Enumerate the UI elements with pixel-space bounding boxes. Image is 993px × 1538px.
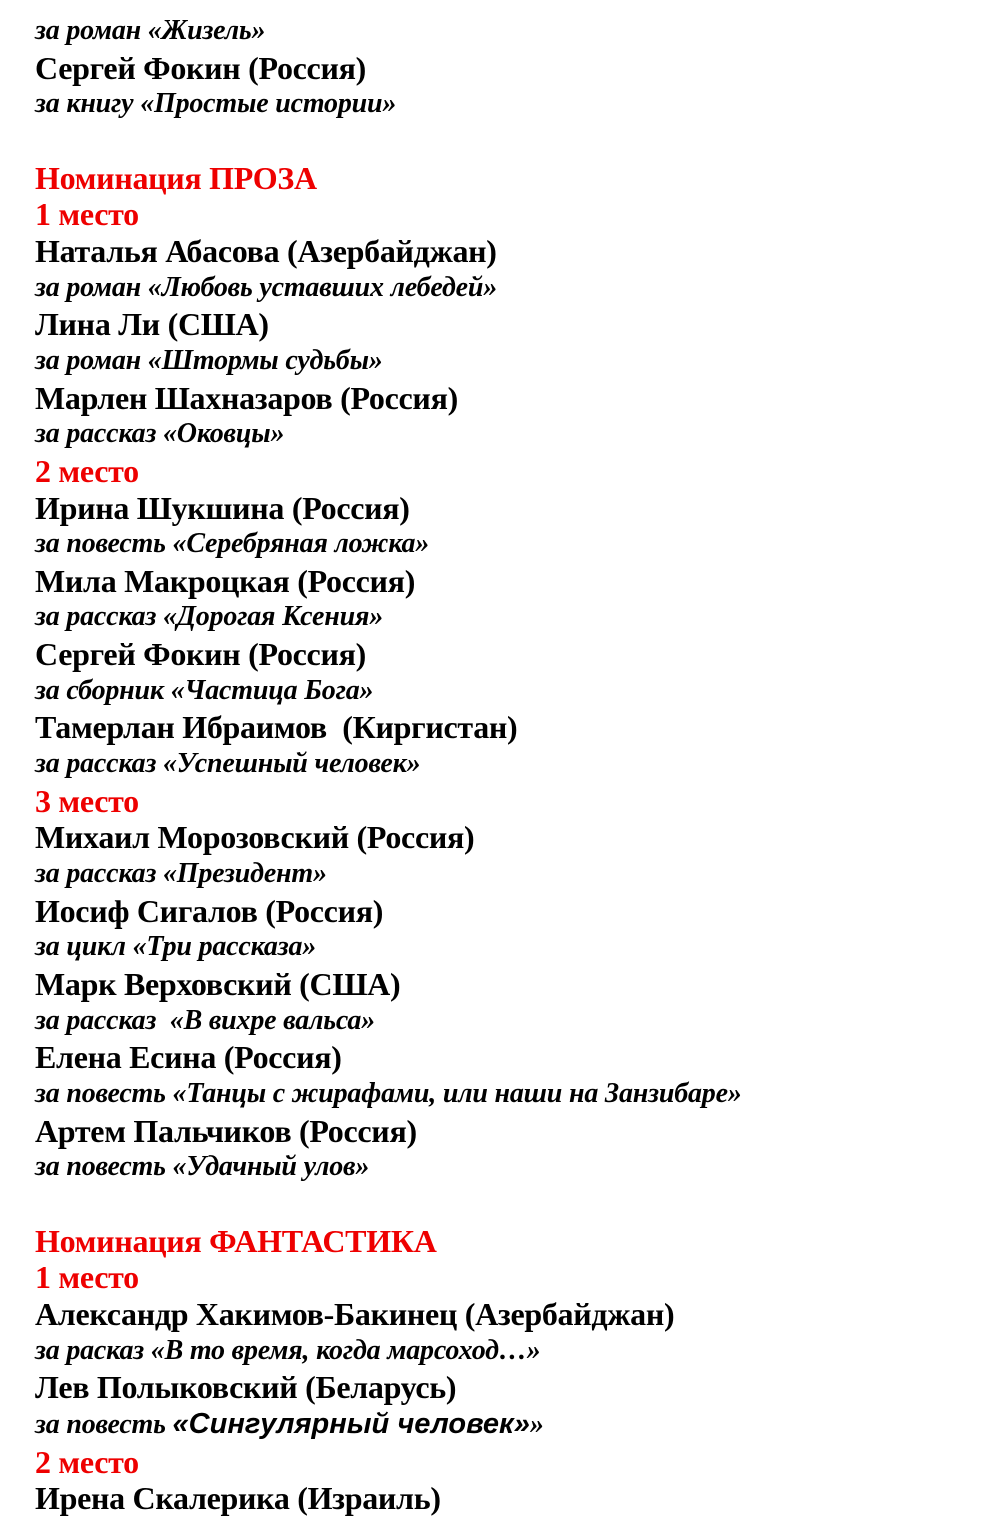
place-heading: 2 место	[35, 1443, 139, 1480]
award-work-line: за повесть «Удачный улов»	[35, 1151, 370, 1183]
book-title-sans: «Сингулярный человек»	[172, 1407, 530, 1440]
award-work-line	[35, 1406, 973, 1444]
winner-name-line: Сергей Фокин (Россия)	[35, 636, 366, 673]
winner-name-line: Марк Верховский (США)	[35, 966, 401, 1003]
award-work-line: за роман «Любовь уставших лебедей»	[35, 271, 498, 303]
award-work-line: за расказ «В то время, когда марсоход…»	[35, 1334, 541, 1366]
award-work-line: за книгу «Простые истории»	[35, 88, 397, 120]
winner-name-line: Иосиф Сигалов (Россия)	[35, 892, 384, 929]
award-work-line: за рассказ «Президент»	[35, 858, 327, 890]
document-lines	[35, 13, 973, 1517]
winner-name-line: Артем Пальчиков (Россия)	[35, 1112, 417, 1149]
winner-name-line: Сергей Фокин (Россия)	[35, 49, 366, 86]
award-work-line: за роман «Штормы судьбы»	[35, 344, 383, 376]
winner-name-line: Тамерлан Ибраимов (Киргистан)	[35, 709, 518, 746]
award-work-line: за рассказ «Дорогая Ксения»	[35, 601, 384, 633]
winner-name-line: Лев Полыковский (Беларусь)	[35, 1369, 457, 1406]
work-text-segment: »	[529, 1408, 544, 1440]
award-work-line: за повесть «Серебряная ложка»	[35, 528, 430, 560]
winner-name-line: Михаил Морозовский (Россия)	[35, 819, 475, 856]
winner-name-line: Мила Макроцкая (Россия)	[35, 562, 416, 599]
award-work-line: за рассказ «В вихре вальса»	[35, 1004, 375, 1036]
blank-line	[35, 123, 973, 160]
award-work-line: за повесть «Танцы с жирафами, или наши на Занзибаре»	[35, 1078, 742, 1110]
place-heading: 1 место	[35, 1259, 139, 1296]
work-text-segment: за повесть	[35, 1408, 173, 1440]
nomination-heading: Номинация ПРОЗА	[35, 159, 317, 196]
award-work-line: за рассказ «Оковцы»	[35, 418, 285, 450]
winner-name-line: Елена Есина (Россия)	[35, 1039, 342, 1076]
nomination-heading: Номинация ФАНТАСТИКА	[35, 1222, 437, 1259]
award-work-line: за цикл «Три рассказа»	[35, 931, 317, 963]
award-work-line: за роман «Жизель»	[35, 15, 266, 46]
winner-name-line: Наталья Абасова (Азербайджан)	[35, 232, 497, 269]
award-work-line: за сборник «Частица Бога»	[35, 674, 374, 706]
place-heading: 2 место	[35, 452, 139, 489]
winner-name-line: Александр Хакимов-Бакинец (Азербайджан)	[35, 1295, 675, 1332]
winner-name-line: Лина Ли (США)	[35, 306, 269, 343]
winner-name-line: Ирена Скалерика (Израиль)	[35, 1480, 441, 1517]
place-heading: 1 место	[35, 196, 139, 233]
blank-line	[35, 1186, 973, 1223]
award-work-line: за рассказ «Успешный человек»	[35, 748, 421, 780]
place-heading: 3 место	[35, 782, 139, 819]
winner-name-line: Марлен Шахназаров (Россия)	[35, 379, 458, 416]
winner-name-line: Ирина Шукшина (Россия)	[35, 489, 410, 526]
